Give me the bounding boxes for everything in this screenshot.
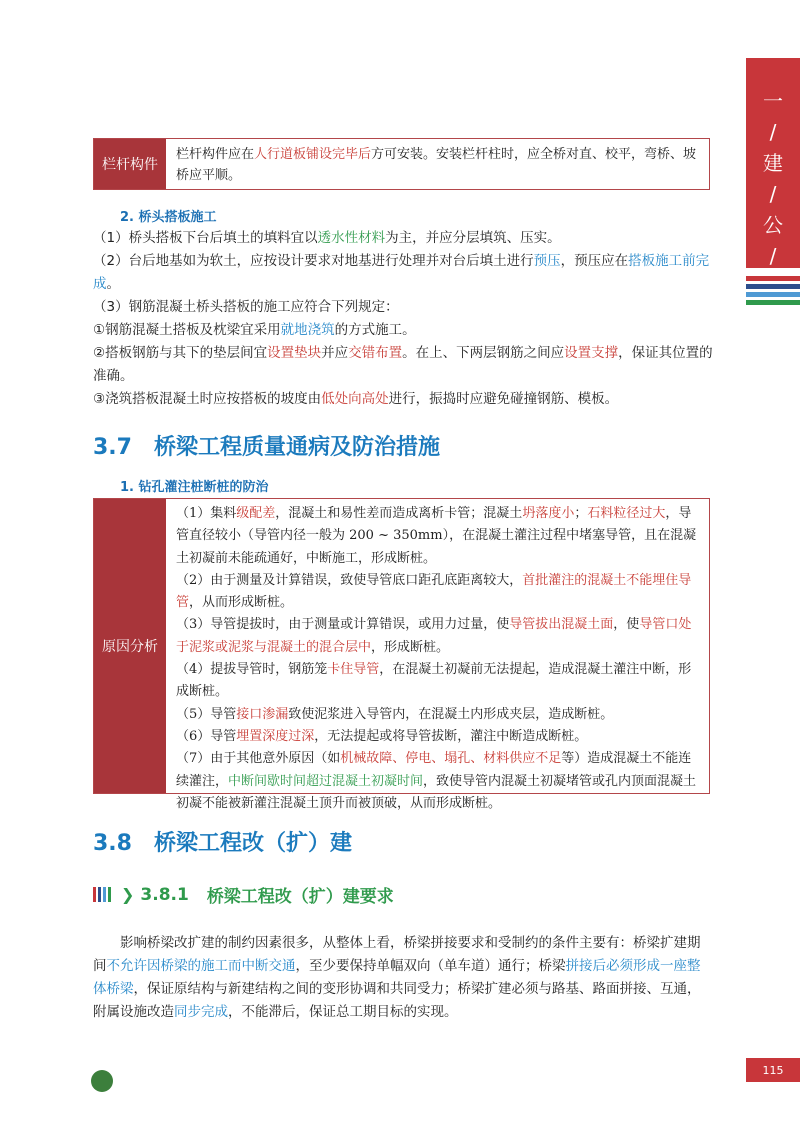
railing-table xyxy=(93,138,710,190)
side-stripe xyxy=(746,276,800,281)
approach-slab-heading: 2. 桥头搭板施工 xyxy=(120,210,217,225)
side-stripe xyxy=(746,300,800,305)
side-tab-char: / xyxy=(769,244,777,268)
pile-heading: 1. 钻孔灌注桩断桩的防治 xyxy=(120,480,269,495)
page-number: 115 xyxy=(746,1058,800,1082)
section-3-8-title xyxy=(93,826,352,857)
cause-item-5: （5）导管接口渗漏致使泥浆进入导管内，在混凝土内形成夹层，造成断桩。 xyxy=(176,706,614,722)
subsection-bar xyxy=(93,887,96,902)
requirements-paragraph: 影响桥梁改扩建的制约因素很多，从整体上看，桥梁拼接要求和受制约的条件主要有：桥梁扩建期间不允许因桥梁的施工而中断交通，至少要保持单幅双向（单车道）通行；桥梁拼接后必须形成一座整体桥梁，保证原结构与新建结构之间的变形协调和共同受力；桥梁扩建必须与路基、路面拼接、互通，附属设施改造同步完成，不能滞后，保证总工期目标的实现。 xyxy=(93,935,701,1020)
cause-item-7: （7）由于其他意外原因（如机械故障、停电、塌孔、材料供应不足等）造成混凝土不能连续灌注，中断间歇时间超过混凝土初凝时间，致使导管内混凝土初凝堵管或孔内顶面混凝土初凝不能被新灌注混凝土顶升而被顶破，从而形成断桩。 xyxy=(176,751,697,811)
section-3-8-number: 3.8 xyxy=(93,831,132,856)
subsection-bars-icon xyxy=(93,887,113,902)
approach-slab-item-3: （3）钢筋混凝土桥头搭板的施工应符合下列规定： xyxy=(93,299,399,315)
subsection-bar xyxy=(108,887,111,902)
cause-item-6: （6）导管埋置深度过深，无法提起或将导管拔断，灌注中断造成断桩。 xyxy=(176,728,588,744)
side-stripe xyxy=(746,292,800,297)
section-3-7-text: 桥梁工程质量通病及防治措施 xyxy=(153,435,440,460)
subsection-bar xyxy=(98,887,101,902)
cause-analysis-header: 原因分析 xyxy=(94,499,166,793)
cause-item-1: （1）集料级配差，混凝土和易性差而造成离析卡管；混凝土坍落度小；石料粒径过大，导管直径较小（导管内径一般为 200 ~ 350mm），在混凝土灌注过程中堵塞导管，且在混凝土初凝前未能疏通好，中断施工，形成断桩。 xyxy=(176,506,697,566)
cause-analysis-content xyxy=(166,499,709,811)
chapter-side-tab-label xyxy=(746,86,800,303)
subsection-3-8-1 xyxy=(93,882,394,907)
subsection-3-8-1-number: 3.8.1 xyxy=(140,884,189,905)
cause-item-4: （4）提拔导管时，钢筋笼卡住导管，在混凝土初凝前无法提起，造成混凝土灌注中断，形成断桩。 xyxy=(176,662,692,700)
approach-slab-item-2: （2）台后地基如为软土，应按设计要求对地基进行处理并对台后填土进行预压，预压应在搭板施工前完成。 xyxy=(93,253,710,292)
subsection-bar xyxy=(103,887,106,902)
section-3-7-title xyxy=(93,430,440,461)
approach-slab-item-1: （1）桥头搭板下台后填土的填料宜以透水性材料为主，并应分层填筑、压实。 xyxy=(93,230,561,246)
side-decoration-stripes xyxy=(746,276,800,308)
approach-slab-rule-3: ③浇筑搭板混凝土时应按搭板的坡度由低处向高处进行，振捣时应避免碰撞钢筋、模板。 xyxy=(93,391,619,407)
side-tab-char: / xyxy=(769,120,777,144)
railing-table-content: 栏杆构件应在人行道板铺设完毕后方可安装。安装栏杆柱时，应全桥对直、校平，弯桥、坡桥应平顺。 xyxy=(176,147,697,183)
approach-slab-rule-1: ①钢筋混凝土搭板及枕梁宜采用就地浇筑的方式施工。 xyxy=(93,322,416,338)
publisher-logo xyxy=(91,1070,113,1092)
railing-table-header: 栏杆构件 xyxy=(94,139,166,189)
cause-item-2: （2）由于测量及计算错误，致使导管底口距孔底距离较大，首批灌注的混凝土不能埋住导管，从而形成断桩。 xyxy=(176,572,692,611)
side-tab-char: 公 xyxy=(763,213,783,237)
side-tab-char: 一 xyxy=(763,89,783,113)
section-3-8-text: 桥梁工程改（扩）建 xyxy=(153,831,352,856)
side-tab-char: 建 xyxy=(763,151,783,175)
cause-analysis-table xyxy=(93,498,710,811)
cause-item-3: （3）导管提拔时，由于测量或计算错误，或用力过量，使导管拔出混凝土面，使导管口处于泥浆或泥浆与混凝土的混合层中，形成断桩。 xyxy=(176,617,692,655)
side-tab-char: / xyxy=(769,182,777,206)
chapter-side-tab xyxy=(746,58,800,268)
subsection-3-8-1-title: 桥梁工程改（扩）建要求 xyxy=(206,887,394,907)
approach-slab-rule-2: ②搭板钢筋与其下的垫层间宜设置垫块并应交错布置。在上、下两层钢筋之间应设置支撑，保证其位置的准确。 xyxy=(93,345,713,384)
side-stripe xyxy=(746,284,800,289)
arrow-right-icon: ❯ xyxy=(121,885,135,904)
section-3-7-number: 3.7 xyxy=(93,435,132,460)
